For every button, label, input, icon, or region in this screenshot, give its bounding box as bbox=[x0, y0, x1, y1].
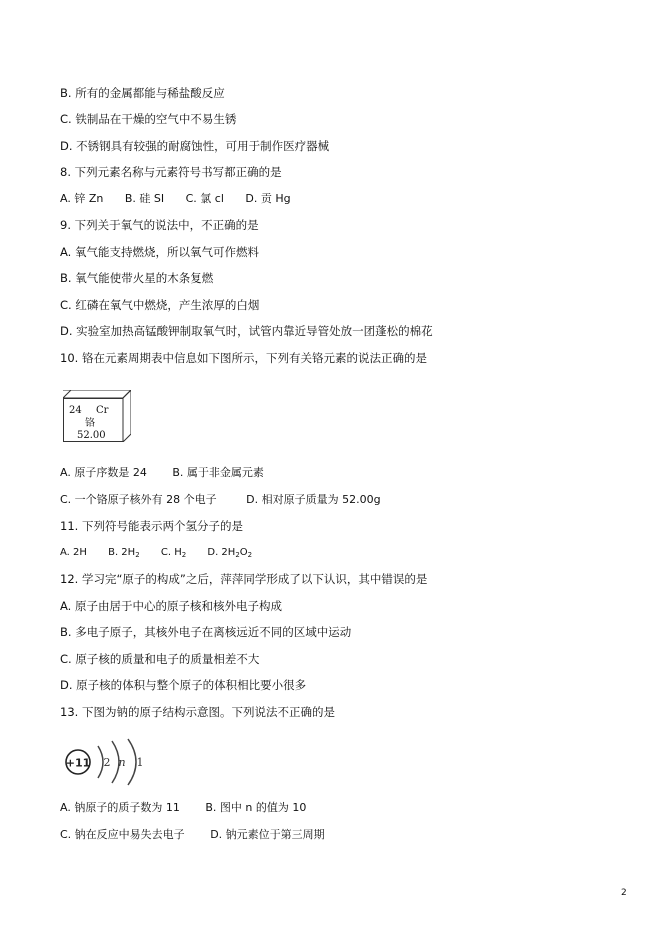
shell-1-electrons: 2 bbox=[103, 756, 111, 769]
element-mass: 52.00 bbox=[77, 430, 106, 441]
q13-option-b: B. 图中 n 的值为 10 bbox=[205, 801, 307, 814]
q12-option-a: A. 原子由居于中心的原子核和核外电子构成 bbox=[60, 599, 282, 613]
q9-option-b: B. 氧气能使带火星的木条复燃 bbox=[60, 271, 214, 285]
q12-option-b: B. 多电子原子，其核外电子在离核远近不同的区域中运动 bbox=[60, 625, 352, 639]
q12-option-c: C. 原子核的质量和电子的质量相差不大 bbox=[60, 652, 260, 666]
q10-option-d: D. 相对原子质量为 52.00g bbox=[246, 493, 381, 506]
q8-option-a: A. 锌 Zn bbox=[60, 192, 104, 205]
question-8-options bbox=[60, 192, 291, 206]
nucleus-charge: +11 bbox=[65, 756, 91, 770]
q9-option-d: D. 实验室加热高锰酸钾制取氧气时，试管内靠近导管处放一团蓬松的棉花 bbox=[60, 324, 433, 338]
q11-option-b: B. $2H_2$ bbox=[108, 547, 140, 559]
question-12: 12. 学习完“原子的构成”之后，萍萍同学形成了以下认识，其中错误的是 bbox=[60, 572, 428, 586]
q10-option-a: A. 原子序数是 24 bbox=[60, 466, 147, 479]
question-10-options-row1 bbox=[60, 466, 264, 480]
shell-2-electrons: n bbox=[118, 756, 126, 769]
q8-option-d: D. 贡 Hg bbox=[245, 192, 291, 205]
q12-option-d: D. 原子核的体积与整个原子的体积相比要小很多 bbox=[60, 678, 307, 692]
shell-3-electrons: 1 bbox=[136, 756, 144, 769]
question-13: 13. 下图为钠的原子结构示意图。下列说法不正确的是 bbox=[60, 705, 335, 719]
page-number: 2 bbox=[621, 888, 627, 898]
q13-option-c: C. 钠在反应中易失去电子 bbox=[60, 828, 185, 841]
q8-option-b: B. 硅 SI bbox=[124, 192, 165, 205]
question-9: 9. 下列关于氧气的说法中，不正确的是 bbox=[60, 218, 259, 232]
question-13-options-row1 bbox=[60, 801, 306, 815]
question-11: 11. 下列符号能表示两个氢分子的是 bbox=[60, 519, 243, 533]
sodium-atom-diagram bbox=[60, 737, 156, 787]
element-cell-chromium bbox=[63, 390, 131, 442]
element-symbol: Cr bbox=[96, 405, 109, 416]
line-b-metals: B. 所有的金属都能与稀盐酸反应 bbox=[60, 86, 225, 100]
element-number: 24 bbox=[69, 405, 82, 416]
q13-option-d: D. 钠元素位于第三周期 bbox=[210, 828, 325, 841]
question-8: 8. 下列元素名称与元素符号书写都正确的是 bbox=[60, 165, 282, 179]
q10-option-b: B. 属于非金属元素 bbox=[172, 466, 264, 479]
q13-option-a: A. 钠原子的质子数为 11 bbox=[60, 801, 180, 814]
q11-option-d: D. $2H_2O_2$ bbox=[207, 547, 253, 559]
q9-option-a: A. 氧气能支持燃烧，所以氧气可作燃料 bbox=[60, 245, 259, 259]
question-11-options bbox=[60, 546, 252, 562]
line-c-iron: C. 铁制品在干燥的空气中不易生锈 bbox=[60, 112, 237, 126]
q8-option-c: C. 氯 cl bbox=[185, 192, 224, 205]
q9-option-c: C. 红磷在氧气中燃烧，产生浓厚的白烟 bbox=[60, 298, 260, 312]
question-10: 10. 铬在元素周期表中信息如下图所示，下列有关铬元素的说法正确的是 bbox=[60, 351, 427, 365]
line-d-steel: D. 不锈钢具有较强的耐腐蚀性，可用于制作医疗器械 bbox=[60, 139, 330, 153]
q11-option-c: C. $H_2$ bbox=[160, 547, 187, 559]
q10-option-c: C. 一个铬原子核外有 28 个电子 bbox=[60, 493, 217, 506]
element-name: 铬 bbox=[85, 418, 95, 429]
question-10-options-row2 bbox=[60, 493, 381, 507]
q11-option-a: A. 2H bbox=[60, 547, 87, 558]
atom-structure-drawing bbox=[60, 737, 156, 787]
question-13-options-row2 bbox=[60, 828, 325, 842]
